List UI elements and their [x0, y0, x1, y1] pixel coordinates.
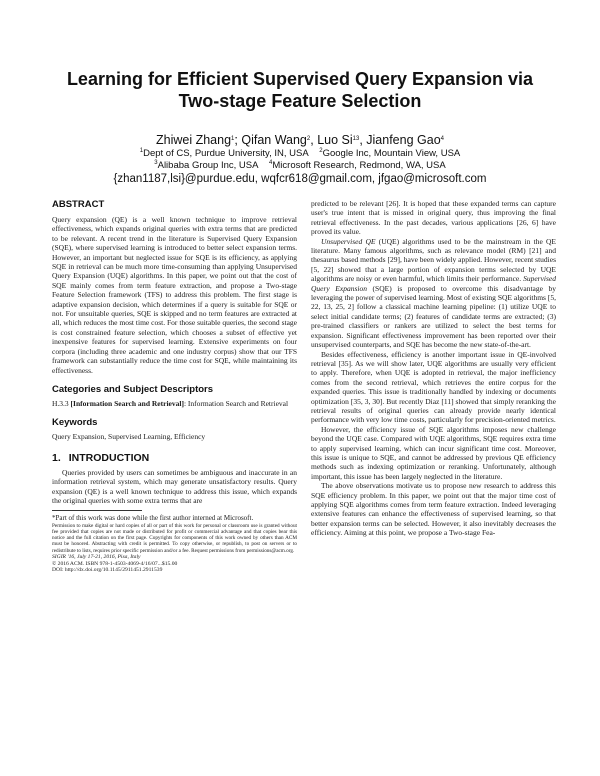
paper-title — [40, 68, 560, 112]
title-line-2: Two-stage Feature Selection — [178, 91, 422, 111]
author-sup: 2 — [306, 136, 311, 142]
section-title: INTRODUCTION — [68, 451, 150, 464]
affiliation: Microsoft Research, Redmond, WA, USA — [272, 159, 446, 171]
paragraph-text: (UQE) algorithms used to be the mainstream in the QE literature. Many famous algorithms, such as relevance model (RM) [21] and thesaurus based methods [29], have been widely applied. However, recent studies [5, 22] showed that a large portion of expansion terms selected by UQE algorithms are noisy or even harmful, which limits their performance. — [311, 236, 556, 284]
author-name: Zhiwei Zhang — [156, 133, 232, 147]
conference-info — [52, 554, 297, 574]
author-names: Zhiwei Zhang$^1$; Qifan Wang$^2$, Luo Si$^{13}$, Jianfeng Gao$^4$ — [156, 133, 444, 147]
category-code: H.3.3 — [52, 398, 71, 408]
author-block — [40, 133, 560, 186]
author-name: Qifan Wang — [241, 133, 307, 147]
abstract-text: Query expansion (QE) is a well known technique to improve retrieval effectiveness, which expands original queries with extra terms that are predicted to be relevant. A recent trend in the literature is Supervised Query Expansion (SQE), where supervised learning is introduced to better select expansion terms. However, an important but neglected issue for SQE is its efficiency, as applying SQE in retrieval can be much more time-consuming than applying Unsupervised Query Expansion (UQE) algorithms. In this paper, we point out that the cost of SQE mainly comes from term feature extraction, and propose a Two-stage Feature Selection framework (TFS) to address this problem. The first stage is adaptive expansion decision, which determines if a query is suitable for SQE or not. For unsuitable queries, SQE is skipped and no term features are extracted at all, which reduces the most time cost. For those suitable queries, the second stage is cost constrained feature selection, which chooses a subset of effective yet inexpensive features for supervised learning. Extensive experiments on four corpora (including three academic and one industry corpus) show that our TFS framework can substantially reduce the time cost for SQE, while maintaining its effectiveness. — [52, 215, 297, 375]
affiliation: Dept of CS, Purdue University, IN, USA — [143, 148, 309, 159]
categories-text — [52, 399, 297, 408]
author-name: Jianfeng Gao — [366, 133, 441, 147]
copyright-line: © 2016 ACM. ISBN 978-1-4503-4069-4/16/07...$15.00 — [52, 560, 178, 567]
doi-line: DOI: http://dx.doi.org/10.1145/2911451.2911539 — [52, 567, 163, 574]
keywords-heading: Keywords — [52, 417, 98, 429]
aff-sup: 3 — [154, 159, 158, 166]
categories-heading: Categories and Subject Descriptors — [52, 383, 214, 395]
affiliation-line-2 — [40, 160, 560, 172]
aff-sup: 1 — [139, 148, 144, 154]
paragraph: However, the efficiency issue of SQE algorithms imposes new challenge beyond the UQE case. Compared with UQE algorithms, SQE requires extra time to apply supervised learning, which can incur significant time cost. Moreover, this issue is unique to SQE, and cannot be addressed by previous QE efficiency methods such as indexing optimization or reranking. Unfortunately, although important, this issue has been largely neglected in the literature. — [311, 424, 556, 481]
emphasis: Supervised Query Expansion — [311, 274, 556, 293]
abstract-heading: ABSTRACT — [52, 199, 105, 210]
author-sup: 1 — [231, 136, 235, 142]
affiliation: Alibaba Group Inc, USA — [157, 159, 259, 171]
affiliation: Google Inc, Mountain View, USA — [322, 148, 461, 159]
author-sup: 13 — [352, 136, 360, 142]
keywords-text: Query Expansion, Supervised Learning, Efficiency — [52, 432, 206, 442]
paragraph — [311, 237, 556, 350]
emphasis: Unsupervised QE — [321, 236, 376, 246]
intro-text: Queries provided by users can sometimes be ambiguous and inaccurate in an information retrieval system, which may generate unsatisfactory results. Query expansion (QE) is a well known technique to address this issue, which expands the original queries with some extra terms that are — [52, 467, 297, 505]
author-sup: 4 — [440, 136, 444, 142]
footnote-divider — [52, 510, 142, 511]
category-bold: [Information Search and Retrieval] — [70, 398, 184, 408]
author-emails: {zhan1187,lsi}@purdue.edu, wqfcr618@gmail.com, jfgao@microsoft.com — [113, 173, 487, 185]
paragraph: predicted to be relevant [26]. It is hoped that these expanded terms can capture user's true intent that is missed in original query, thus improving the final retrieval effectiveness. In the past decades, various applications [26, 6] have proved its value. — [311, 199, 556, 237]
left-column — [52, 199, 297, 574]
title-line-1: Learning for Efficient Supervised Query Expansion via — [66, 69, 534, 89]
intro-heading — [52, 452, 297, 464]
aff-sup: 4 — [269, 159, 273, 166]
paragraph: Besides effectiveness, efficiency is another important issue in QE-involved retrieval [35]. As we will show later, UQE algorithms are usually very efficient to apply. Therefore, when UQE is adopted in retrieval, the major inefficiency comes from the second retrieval, which retrieves the entire corpus for the expanded queries. This issue is traditionally handled by indexing or documents optimization [35, 3, 30]. But recently Diaz [11] showed that simply reranking the retrieval results of original queries can already provide nearly identical performance with very low time costs, particularly for precision-oriented metrics. — [311, 349, 556, 425]
affiliation-line-1 — [40, 148, 560, 160]
permission-notice: Permission to make digital or hard copies of all or part of this work for personal or classroom use is granted without fee provided that copies are not made or distributed for profit or commercial advantage and that copies bear this notice and the full citation on the first page. Copyrights for components of this work owned by others than ACM must be honored. Abstracting with credit is permitted. To copy otherwise, or republish, to post on servers or to redistribute to lists, requires prior specific permission and/or a fee. Request permissions from permissions@acm.org. — [52, 522, 297, 554]
aff-sup: 2 — [319, 148, 323, 154]
paragraph-text: (SQE) is proposed to overcome this disadvantage by leveraging the power of supervised learning. Most of existing SQE algorithms [5, 22, 13, 25, 2] follow a classical machine learning pipeline: (1) utilize UQE to select initial candidate terms; (2) features of candidate terms are extracted; (3) pre-trained classifiers or rankers are utilized to select the best terms for expansion. Significant effectiveness improvement has been reported over their unsupervised counterparts, and SQE has become the new state-of-the-art. — [311, 283, 556, 350]
right-column — [311, 199, 556, 538]
paragraph: The above observations motivate us to propose new research to address this SQE efficiency problem. In this paper, we point out that the major time cost of applying SQE algorithms comes from term feature extraction. Indeed leveraging extensive features can enhance the effectiveness of supervised learning, so that better expansion terms can be selected. However, it also inevitably decreases the efficiency. Aiming at this point, we propose a Two-stage Fea- — [311, 481, 556, 538]
category-rest: : Information Search and Retrieval — [183, 398, 289, 408]
footnote-text: *Part of this work was done while the first author interned at Microsoft. — [52, 514, 254, 523]
conference-name: SIGIR '16, July 17-21, 2016, Pisa, Italy — [52, 553, 141, 560]
author-name: Luo Si — [317, 133, 353, 147]
section-number: 1. — [52, 451, 61, 464]
